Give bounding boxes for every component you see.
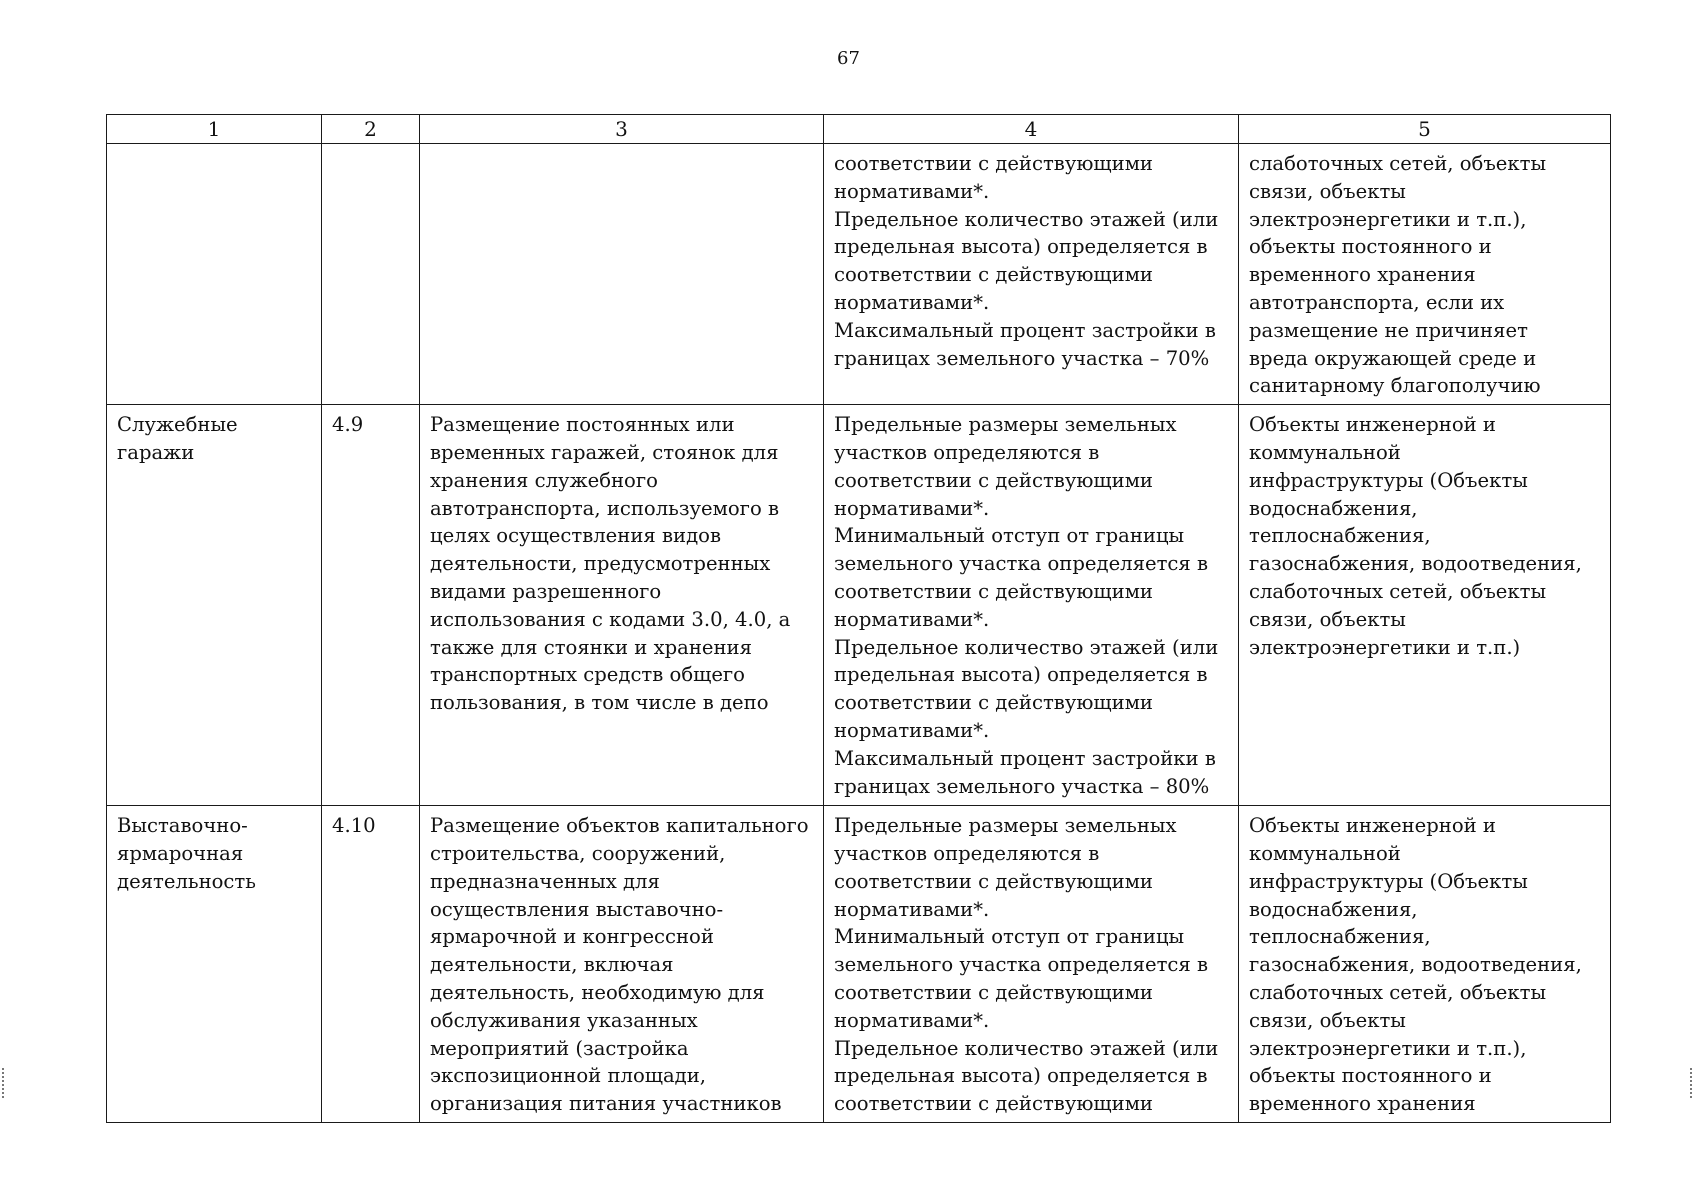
cell-use-description: Размещение постоянных или временных гаражей, стоянок для хранения служебного автотранспорта, используемого в целях осуществления видов деятельности, предусмотренных видами разрешенного использования с кодами 3.0, 4.0, а также для стоянки и хранения транспортных средств общего пользования, в том числе в депо — [420, 405, 824, 806]
cell-parameters: соответствии с действующими нормативами*. Предельное количество этажей (или предельная высота) определяется в соответствии с действующими нормативами*. Максимальный процент застройки в границах земельного участка – 70% — [824, 144, 1239, 405]
header-col-3: 3 — [420, 115, 824, 144]
cell-use-code: 4.9 — [322, 405, 420, 806]
table-row — [107, 405, 1611, 806]
cell-auxiliary-uses: Объекты инженерной и коммунальной инфраструктуры (Объекты водоснабжения, теплоснабжения, газоснабжения, водоотведения, слаботочных сетей, объекты связи, объекты электроэнергетики и т.п.) — [1239, 405, 1611, 806]
cell-parameters: Предельные размеры земельных участков определяются в соответствии с действующими нормативами*. Минимальный отступ от границы земельного участка определяется в соответствии с действующими нормативами*. Предельное количество этажей (или предельная высота) определяется в соответствии с действующими нормативами*. Максимальный процент застройки в границах земельного участка – 80% — [824, 405, 1239, 806]
cell-use-name — [107, 144, 322, 405]
header-col-4: 4 — [824, 115, 1239, 144]
table-row — [107, 806, 1611, 1123]
land-use-table — [106, 114, 1611, 1123]
table-body — [107, 144, 1611, 1123]
header-row — [107, 115, 1611, 144]
cell-use-name: Служебные гаражи — [107, 405, 322, 806]
cell-use-description: Размещение объектов капитального строительства, сооружений, предназначенных для осуществления выставочно- ярмарочной и конгрессной деятельности, включая деятельность, необходимую для обслуживания указанных мероприятий (застройка экспозиционной площади, организация питания участников — [420, 806, 824, 1123]
cell-use-code: 4.10 — [322, 806, 420, 1123]
cell-auxiliary-uses: Объекты инженерной и коммунальной инфраструктуры (Объекты водоснабжения, теплоснабжения, газоснабжения, водоотведения, слаботочных сетей, объекты связи, объекты электроэнергетики и т.п.), объекты постоянного и временного хранения — [1239, 806, 1611, 1123]
cell-auxiliary-uses: слаботочных сетей, объекты связи, объекты электроэнергетики и т.п.), объекты постоянного и временного хранения автотранспорта, если их размещение не причиняет вреда окружающей среде и санитарному благополучию — [1239, 144, 1611, 405]
binding-mark-right — [1690, 1068, 1696, 1098]
page-number: 67 — [837, 48, 860, 69]
cell-parameters: Предельные размеры земельных участков определяются в соответствии с действующими нормативами*. Минимальный отступ от границы земельного участка определяется в соответствии с действующими нормативами*. Предельное количество этажей (или предельная высота) определяется в соответствии с действующими — [824, 806, 1239, 1123]
header-col-5: 5 — [1239, 115, 1611, 144]
table-row — [107, 144, 1611, 405]
cell-use-description — [420, 144, 824, 405]
header-col-1: 1 — [107, 115, 322, 144]
header-col-2: 2 — [322, 115, 420, 144]
cell-use-code — [322, 144, 420, 405]
binding-mark-left — [2, 1068, 8, 1098]
table-header — [107, 115, 1611, 144]
cell-use-name: Выставочно- ярмарочная деятельность — [107, 806, 322, 1123]
